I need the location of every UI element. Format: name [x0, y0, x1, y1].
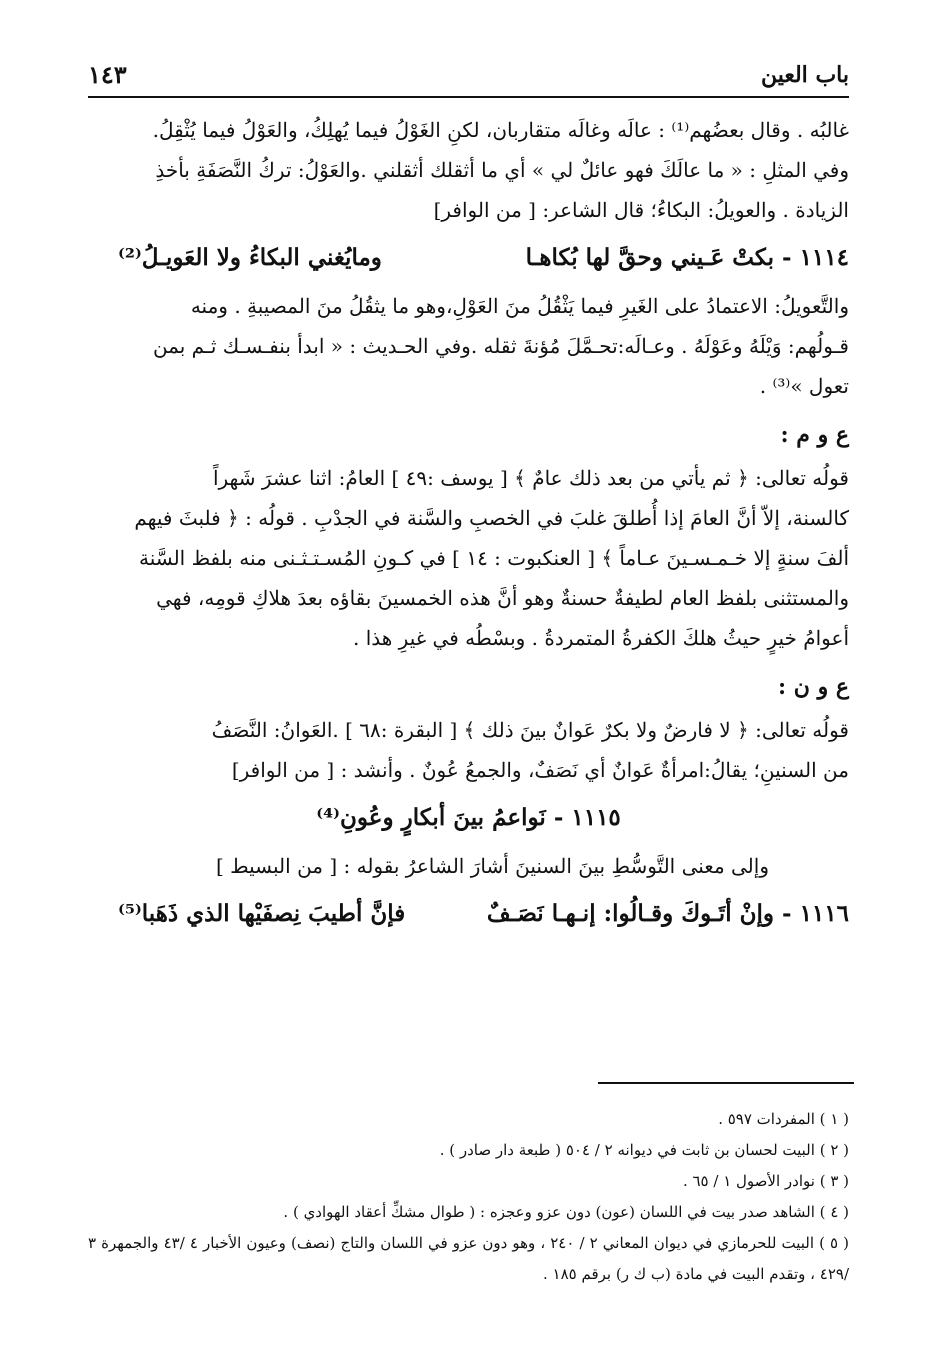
text-line: وفي المثلِ : « ما عالَكَ فهو عائلٌ لي » أي ما أثقلك أثقلني .والعَوْلُ: تركُ النَّصَفَةِ بأخذِ	[155, 158, 849, 182]
verse-1116	[88, 886, 849, 942]
text-line: الزيادة . والعويلُ: البكاءُ؛ قال الشاعر: [ من الوافر]	[433, 198, 849, 222]
text-line: والتَّعويلُ: الاعتمادُ على الغَيرِ فيما يَثْقُلُ منَ العَوْلِ،وهو ما يثقُلُ منَ المصيبةِ . ومنه	[190, 294, 849, 318]
footnote: ( ١ ) المفردات ٥٩٧ .	[718, 1110, 849, 1128]
verse-number: ١١١٥ -	[553, 804, 621, 831]
verse-text: نَواعمُ بينَ أبكارٍ وعُونِ⁽⁴⁾	[316, 804, 546, 831]
verse-text: بكتْ عَـيني وحقَّ لها بُكاهـا	[525, 244, 774, 271]
footnotes	[88, 1104, 849, 1290]
text-line: من السنينِ؛ يقالُ:امرأةٌ عَوانٌ أي نَصَفٌ، والجمعُ عُونٌ . وأنشد : [ من الوافر]	[231, 758, 849, 782]
verse-1115	[88, 790, 849, 846]
text-line: أعوامُ خيرٍ حيثُ هلكَ الكفرةُ المتمردةُ . وبسْطُه في غيرِ هذا .	[352, 626, 849, 650]
text-line: قولُه تعالى: ﴿ لا فارضٌ ولا بكرٌ عَوانٌ بينَ ذلك ﴾ [ البقرة :٦٨ ] .العَوانُ: النَّصَفُ	[211, 718, 849, 742]
root-heading-awm: ع و م :	[780, 422, 849, 448]
verse-second-hemistich: فإنَّ أطيبَ نِصفَيْها الذي ذَهَبا⁽⁵⁾	[118, 900, 406, 927]
text-line: ألفَ سنةٍ إلا خـمـسـينَ عـاماً ﴾ [ العنكبوت : ١٤ ] في كـونِ المُسـتـثـنى منه بلفظ السَّنة	[138, 546, 849, 570]
verse-number: ١١١٤ -	[782, 244, 849, 271]
verse-text: وإنْ أتَـوكَ وقـالُوا: إنـهـا نَصَـفٌ	[486, 900, 774, 927]
footnote: ( ٤ ) الشاهد صدر بيت في اللسان (عون) دون عزو وعجزه : ( طوال مشكِّ أعقاد الهوادي ) .	[283, 1203, 849, 1221]
page-header	[88, 60, 849, 94]
verse-first-hemistich	[526, 230, 849, 286]
header-rule	[88, 96, 849, 98]
verse-first-hemistich	[487, 886, 849, 942]
root-heading-awn: ع و ن :	[777, 674, 849, 700]
text-line: تعول »⁽³⁾ .	[759, 374, 849, 398]
verse-1114	[88, 230, 849, 286]
footnote: ( ٥ ) البيت للحرمازي في ديوان المعاني ٢ / ٢٤٠ ، وهو دون عزو في اللسان والتاج (نصف) وعيون الأخبار ٤ /٤٣ والجمهرة ٣ /٤٢٩ ، وتقدم البيت في مادة (ب ك ر) برقم ١٨٥ .	[88, 1234, 850, 1283]
text-line: والمستثنى بلفظ العام لطيفةٌ حسنةٌ وهو أنَّ هذه الخمسينَ بقاؤه بعدَ هلاكِ قومِه، فهي	[156, 586, 849, 610]
footnote: ( ٢ ) البيت لحسان بن ثابت في ديوانه ٢ / ٥٠٤ ( طبعة دار صادر ) .	[439, 1141, 849, 1159]
footnote-rule	[598, 1082, 854, 1084]
text-line: قـولُهم: وَيْلَهُ وعَوْلَهُ . وعـالَه:تحـمَّلَ مُؤنةَ ثقله .وفي الحـديث : « ابدأ بنفـسـك ثـم بمن	[152, 334, 849, 358]
text-line: وإلى معنى التَّوسُّطِ بينَ السنينَ أشارَ الشاعرُ بقوله : [ من البسيط ]	[216, 854, 769, 878]
text-line: كالسنة، إلاّ أنَّ العامَ إذا أُطلقَ غلبَ في الخصبِ والسَّنة في الجدْبِ . قولُه : ﴿ فلبثَ فيهم	[134, 506, 849, 530]
chapter-title: باب العين	[760, 62, 849, 88]
verse-second-hemistich: ومايُغني البكاءُ ولا العَويـلُ⁽²⁾	[118, 244, 382, 271]
footnote: ( ٣ ) نوادر الأصول ١ / ٦٥ .	[682, 1172, 849, 1190]
main-text	[88, 110, 849, 942]
text-line: غالبُه . وقال بعضُهم⁽¹⁾ : عالَه وغالَه متقاربان، لكنِ الغَوْلُ فيما يُهلِكُ، والعَوْلُ فيما يُثْقِلُ.	[152, 118, 849, 142]
page-number: ١٤٣	[88, 60, 127, 89]
text-line: قولُه تعالى: ﴿ ثم يأتي من بعد ذلك عامٌ ﴾ [ يوسف :٤٩ ] العامُ: اثنا عشرَ شَهراً	[212, 466, 849, 490]
verse-number: ١١١٦ -	[782, 900, 849, 927]
